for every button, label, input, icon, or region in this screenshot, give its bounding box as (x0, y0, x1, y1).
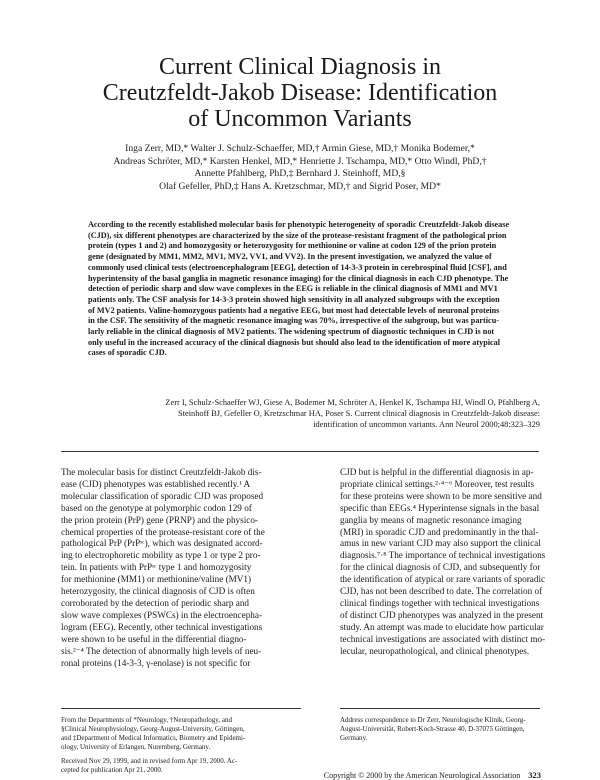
section-divider (61, 451, 539, 452)
body-line: the identification of atypical or rare variants of sporadic (340, 574, 546, 585)
abstract-line: cases of sporadic CJD. (88, 348, 167, 358)
abstract-line: hyperintensity of the basal ganglia in magnetic resonance imaging) for the clinical diagnosis in each CJD phenotype. The (88, 273, 509, 283)
title-line: of Uncommon Variants (188, 106, 412, 132)
author-list (30, 143, 570, 193)
body-line: study. An attempt was made to elucidate how particular (340, 621, 544, 632)
footnote-line: August-Universität, Robert-Koch-Strasse 40, D-37075 Göttingen, (340, 725, 525, 733)
footnote-line: Received Nov 29, 1999, and in revised form Apr 19, 2000. Ac- (61, 757, 238, 765)
body-line: ganglia by means of magnetic resonance imaging (340, 514, 522, 525)
page-footer (324, 771, 541, 780)
abstract-line: of MV2 patients. Valine-homozygous patients had a negative EEG, but most had detectable levels of neuronal proteins (88, 305, 500, 315)
title-line: Current Clinical Diagnosis in (159, 54, 441, 80)
citation-line: Zerr I, Schulz-Schaeffer WJ, Giese A, Bodemer M, Schröter A, Henkel K, Tschampa HJ, Windl O, Pfahlberg A, (165, 398, 540, 407)
abstract-line: gene (designated by MM1, MM2, MV1, MV2, VV1, and VV2). In the present investigation, we analyzed the value of (88, 252, 492, 262)
body-line: ronal proteins (14-3-3, γ-enolase) is not specific for (61, 657, 251, 668)
body-line: for methionine (MM1) or methionine/valine (MV1) (61, 574, 252, 585)
body-line: the prion protein (PrP) gene (PRNP) and the physico- (61, 514, 258, 525)
abstract-line: detection of periodic sharp and slow wave complexes in the EEG is reliable in the clinical diagnosis of MM1 and MV1 (88, 284, 498, 294)
footnote-line: Germany. (340, 734, 368, 742)
body-line: amus in new variant CJD may also support the clinical (340, 538, 541, 549)
body-line: propriate clinical settings.²·⁴⁻⁶ Moreover, test results (340, 478, 535, 489)
body-line: CJD but is helpful in the differential diagnosis in ap- (340, 467, 534, 477)
affiliation-footnote (61, 716, 301, 775)
body-line: sis.²⁻⁴ The detection of abnormally high levels of neu- (61, 645, 262, 656)
body-line: logram (EEG). Recently, other technical investigations (61, 621, 263, 632)
citation (60, 397, 540, 430)
abstract-line: larly reliable in the clinical diagnosis of MV2 patients. The widening spectrum of diagnostic techniques in CJD is not (88, 327, 495, 337)
footnote-line: ology, University of Erlangen, Nuremberg, Germany. (61, 743, 211, 751)
body-line: clinical findings together with technical investigations (340, 597, 540, 608)
abstract-line: protein (types 1 and 2) and homozygosity or heterozygosity for methionine or valine at codon 129 of the prion protein (88, 241, 497, 251)
author-line: Olaf Gefeller, PhD,‡ Hans A. Kretzschmar, MD,† and Sigrid Poser, MD* (159, 180, 441, 192)
footnote-line: and ‡Department of Medical Informatics, Biometry and Epidemi- (61, 734, 246, 742)
abstract (88, 220, 540, 359)
footnote-divider (340, 708, 540, 709)
abstract-line: in the CSF. The sensitivity of the magnetic resonance imaging was 70%, irrespective of the subgroup, but was particu- (88, 316, 499, 326)
abstract-line: (CJD), six different phenotypes are characterized by the size of the protease-resistant fragment of the pathological prion (88, 230, 507, 240)
copyright-notice: Copyright © 2000 by the American Neurological Association (323, 771, 521, 780)
abstract-line: commonly used clinical tests (electroencephalogram [EEG], detection of 14-3-3 protein in cerebrospinal fluid [CSF], and (88, 262, 507, 272)
body-line: ing to electrophoretic mobility as type 1 or type 2 pro- (61, 550, 261, 561)
body-line: diagnosis.⁷·⁸ The importance of technical investigations (340, 550, 546, 561)
body-line: chemical properties of the protease-resistant core of the (61, 526, 265, 537)
body-line: pathological PrP (PrPˢᶜ), which was designated accord- (61, 538, 263, 549)
body-line: (MRI) in sporadic CJD and predominantly in the thal- (340, 526, 539, 537)
body-line: heterozygosity, the clinical diagnosis of CJD is often (61, 586, 255, 597)
footnote-line: cepted for publication Apr 21, 2000. (61, 766, 163, 774)
correspondence-footnote (340, 716, 580, 743)
citation-line: identification of uncommon variants. Ann Neurol 2000;48:323–329 (313, 420, 540, 429)
footnote-line: Address correspondence to Dr Zerr, Neurologische Klinik, Georg- (340, 716, 526, 724)
body-line: specific than EEGs.⁴ Hyperintense signals in the basal (340, 502, 540, 513)
body-line: corroborated by the detection of periodic sharp and (61, 597, 250, 608)
body-line: lecular, neuropathological, and clinical phenotypes. (340, 645, 530, 656)
body-line: tein. In patients with PrPˢᶜ type 1 and homozygosity (61, 562, 252, 573)
abstract-line: only useful in the increased accuracy of the clinical diagnosis but should also lead to the identification of more atypical (88, 337, 501, 347)
body-line: molecular classification of sporadic CJD was proposed (61, 490, 264, 501)
body-line: The molecular basis for distinct Creutzfeldt-Jakob dis- (61, 467, 262, 477)
body-line: technical investigations are associated with distinct mo- (340, 633, 546, 644)
body-line: slow wave complexes (PSWCs) in the electroencepha- (61, 609, 263, 620)
body-column-left (61, 467, 309, 669)
body-line: for these proteins were shown to be more sensitive and (340, 490, 542, 501)
footnote-line: From the Departments of *Neurology, †Neuropathology, and (61, 716, 232, 724)
page-number: 323 (528, 770, 541, 780)
author-line: Inga Zerr, MD,* Walter J. Schulz-Schaeffer, MD,† Armin Giese, MD,† Monika Bodemer,* (125, 143, 475, 154)
author-line: Annette Pfahlberg, PhD,‡ Bernhard J. Steinhoff, MD,§ (194, 168, 406, 180)
body-line: ease (CJD) phenotypes was established recently.¹ A (61, 478, 251, 489)
body-line: CJD, has not been described to date. The correlation of (340, 586, 543, 597)
footnote-divider (61, 708, 301, 709)
abstract-line: patients only. The CSF analysis for 14-3-3 protein showed high sensitivity in all analyzed subgroups with the exception (88, 294, 500, 304)
body-line: based on the genotype at polymorphic codon 129 of (61, 502, 252, 513)
title-line: Creutzfeldt-Jakob Disease: Identification (102, 80, 498, 106)
body-line: for the clinical diagnosis of CJD, and subsequently for (340, 562, 541, 573)
body-line: were shown to be useful in the differential diagno- (61, 633, 247, 644)
citation-line: Steinhoff BJ, Gefeller O, Kretzschmar HA, Poser S. Current clinical diagnosis in Creutzfeldt-Jakob disease: (178, 409, 540, 418)
body-line: of distinct CJD phenotypes was analyzed in the present (340, 609, 544, 620)
abstract-line: According to the recently established molecular basis for phenotypic heterogeneity of sporadic Creutzfeldt-Jakob disease (88, 220, 510, 229)
author-line: Andreas Schröter, MD,* Karsten Henkel, MD,* Henriette J. Tschampa, MD,* Otto Windl, PhD,† (113, 155, 487, 167)
footnote-line: §Clinical Neurophysiology, Georg-August-University, Göttingen, (61, 725, 245, 733)
article-title (60, 54, 540, 132)
body-column-right (340, 467, 588, 658)
